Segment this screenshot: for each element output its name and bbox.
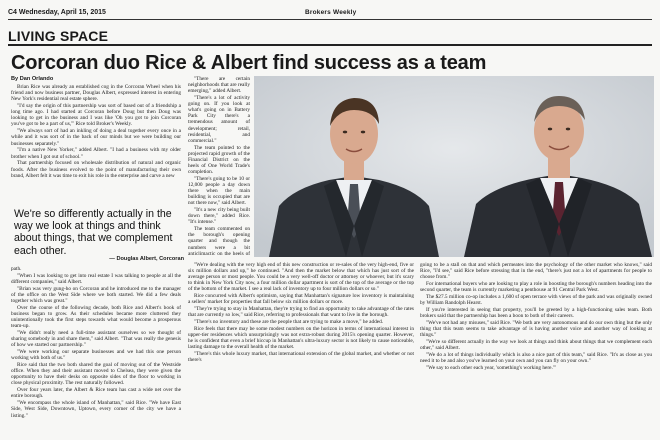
article-paragraph: The $27.5 million co-op includes a 1,600 sf open terrace with views of the park and was originally owned by William Randolph Hearst. bbox=[420, 294, 652, 307]
article-paragraph: "It's a new city being built down there," added Rice. "It's intense." bbox=[188, 207, 250, 226]
article-paragraph: If you're interested in seeing that property, you'll be greeted by a high-functioning sales team. Both brokers said that the partnership has been a boon to both of their careers. bbox=[420, 307, 652, 320]
header-rule bbox=[8, 19, 652, 20]
column-2-bottom bbox=[188, 262, 414, 436]
article-paragraph: The team pointed to the projected rapid growth of the Financial District on the heels of One World Trade's completion. bbox=[188, 144, 250, 175]
article-paragraph: "There are certain neighborhoods that are really emerging," added Albert. bbox=[188, 76, 250, 95]
article-paragraph: going to be a stall on that and which permeates into the psychology of the other market who knows," said Rice, "I'd see," said Rice before stressing that in the end, "there's just not a lot of apartments for people to choose from." bbox=[420, 262, 652, 281]
article-paragraph: path. bbox=[11, 266, 22, 272]
article-paragraph: Rice feels that there may be some modest numbers on the horizon in terms of international interest in upper-tier residences which unsurprisingly was not extra-robust during 2015's opening quarter. However, he is confident that even a brief hiccup in Manhattan's ultra-luxury sector is not likely to cause noticeable, lasting damage to the overall health of the market. bbox=[188, 326, 414, 351]
article-paragraph: "We encompass the whole island of Manhattan," said Rice. "We have East Side, West Side, Downtown, Uptown, every corner of the city we have a listing." bbox=[11, 400, 181, 419]
article-paragraph: "We didn't really need a full-time assistant ourselves so we thought of sharing somebody in and share them," said Albert. "That was really the genesis of how we started our partnership." bbox=[11, 330, 181, 349]
article-paragraph: "We're so different actually in the way we look at things and think about things that we complement each other," said Albert. bbox=[420, 339, 652, 352]
article-paragraph: For international buyers who are looking to play a role in boosting the borough's numbers heading into the second quarter, the team is currently marketing a penthouse at 91 Central Park West. bbox=[420, 281, 652, 294]
article-paragraph: "There's going to be 10 or 12,000 people a day down there when the main building is occupied that are not there now," said Albert. bbox=[188, 175, 250, 207]
article-paragraph: The team commented on the borough's opening quarter and though the numbers were a bit anticlimactic on the heels of bbox=[188, 226, 250, 257]
article-paragraph: "They're trying to stay in Manhattan, they're trying to find an opportunity to take advantage of the rates that are currently so low," said Rice, referring to professionals that want to live in the borough. bbox=[188, 306, 414, 319]
article-paragraph: Rice concurred with Albert's optimism, saying that Manhattan's signature low inventory is maintaining a sellers' market for properties that fall below six million dollars or more. bbox=[188, 293, 414, 306]
article-paragraph: "I'd say the origin of this partnership was sort of based out of a friendship a long time ago. I had started at Corcoran before Doug but then Doug was looking to get in the business and I was like 'Oh you got to join Corcoran you've got to be a part of us,'" Rice told Broker's Weekly. bbox=[11, 103, 181, 128]
article-paragraph: "We say to each other each year, 'something's working here.'" bbox=[426, 365, 556, 372]
publication-name: Brokers Weekly bbox=[305, 9, 357, 16]
byline: By Dan Orlando bbox=[11, 76, 54, 82]
column-2-top bbox=[188, 76, 250, 257]
column-1-bottom bbox=[11, 266, 181, 436]
article-paragraph: "There's no inventory and these are the people that are trying to make a move," he added. bbox=[194, 319, 384, 326]
article-paragraph: Rice said that the two both shared the goal of moving out of the Westside office. When they and their assistant moved to Chelsea, they were given the opportunity to have their desks on opposite sides of the floor to working in close physical proximity. The rest naturally followed. bbox=[11, 362, 181, 387]
article-paragraph: "I'm a native New Yorker," added Albert. "I had a business with my older brother when I got out of school." bbox=[11, 147, 181, 160]
pull-quote-attribution: — Douglas Albert, Corcoran bbox=[109, 256, 184, 262]
article-paragraph: That partnership focused on wholesale distribution of natural and organic foods. After the business evolved to the point of manufacturing their own brand, Albert felt it was time to exit his role in the enterprise and carve a new bbox=[11, 160, 181, 179]
section-rule bbox=[8, 44, 652, 46]
page-reference: C4 Wednesday, April 15, 2015 bbox=[8, 9, 106, 16]
article-paragraph: Over four years later, the Albert & Rice team has cast a wide net over the entire borough. bbox=[11, 387, 181, 400]
article-paragraph: "Brian was very gung-ho on Corcoran and he introduced me to the manager of the office on the West Side where we both started. We did a few deals together which was great." bbox=[11, 285, 181, 305]
pull-quote: We're so differently actually in the way we look at things and think about things, that we complement each other. bbox=[14, 208, 173, 257]
article-paragraph: "We were working our separate businesses and we had this one person working with both of us." bbox=[11, 349, 181, 362]
portrait-photo-icon bbox=[254, 76, 654, 257]
article-paragraph: Brian Rice was already an established cog in the Corcoran Wheel when his friend and now business partner, Douglas Albert, expressed interest in entering New York's residential real estate sphere. bbox=[11, 84, 181, 103]
article-paragraph: "There's this whole luxury market, that international extension of the global market, and whether or not there's bbox=[188, 351, 414, 364]
article-paragraph: "We're dealing with the very high end of this new construction or re-sales of the very high-end, five or six million dollars and up," he continued. "And then the market below that which has just sort of the average person or most people. You could be a very well-off doctor or attorney or whoever, but it's scary to think in New York City now, a four million dollar apartment is sort of the top of the average or the top of the bottom of the market. I see a real lack of inventory up to four million dollars or so." bbox=[188, 262, 414, 293]
portrait-photo bbox=[254, 76, 654, 257]
section-label: LIVING SPACE bbox=[8, 28, 109, 44]
article-paragraph: "When I was looking to get into real estate I was talking to people at all the different companies," said Albert. bbox=[11, 272, 181, 285]
article-paragraph: "We always sort of had an inkling of doing a deal together every once in a while and it was sort of in the back of our minds but we were building our businesses separately." bbox=[11, 128, 181, 147]
article-paragraph: "We do a lot of things individually which is also a nice part of this team," said Rice. "It's as close as you need it to be and also you've learned on your own and you can fly on your own." bbox=[420, 352, 652, 365]
article-paragraph: Over the course of the following decade, both Rice and Albert's book of business began to grow. As their schedules became more cluttered they unintentionally took the first steps towards what would become a prosperous team-up. bbox=[11, 304, 181, 330]
article-paragraph: "We've not had any misuses," said Rice. "We both are very autonomous and do our own thing but the only thing that this team seems to take advantage of is having another voice and another way of looking at things." bbox=[420, 320, 652, 339]
headline: Corcoran duo Rice & Albert find success as a team bbox=[11, 52, 487, 74]
column-1-top bbox=[11, 76, 181, 204]
column-3-bottom bbox=[420, 262, 652, 436]
article-paragraph: "There's a lot of activity going on. If you look at what's going on in Battery Park City there's a tremendous amount of development; retail, residential, and commercial." bbox=[188, 95, 250, 144]
